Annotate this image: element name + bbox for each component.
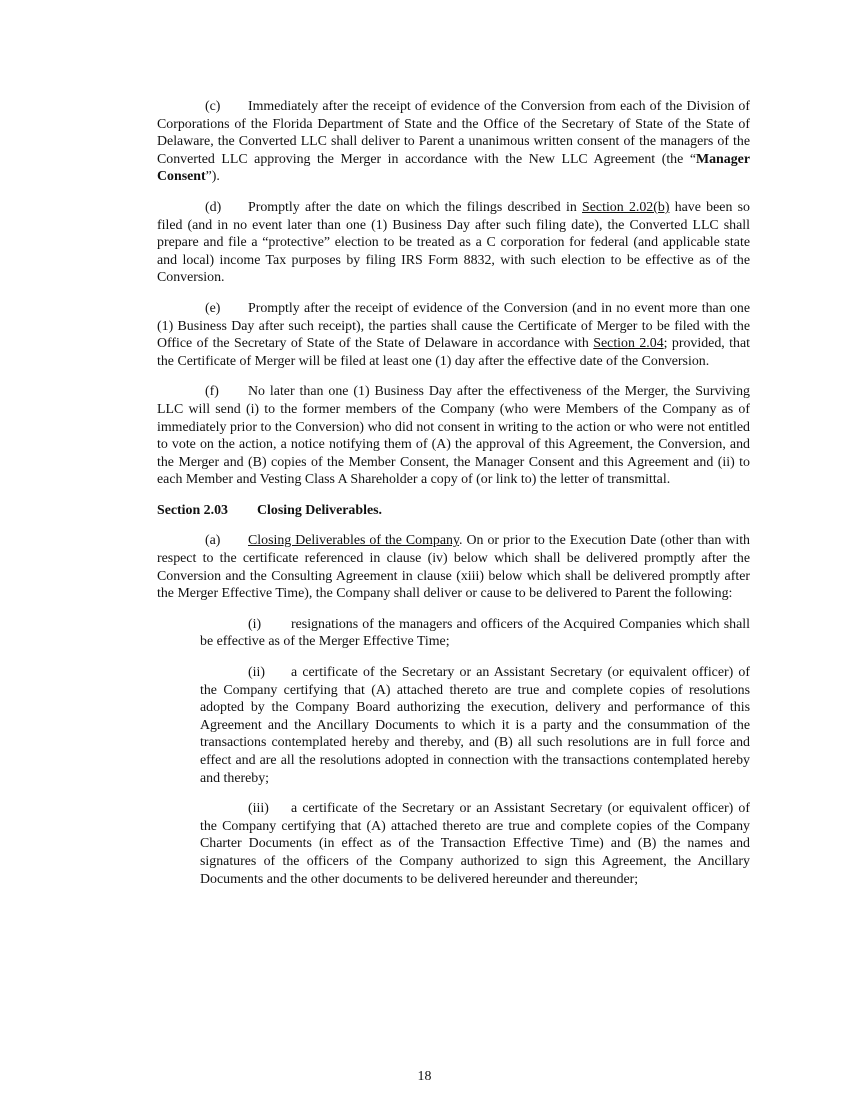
- paragraph-e: [157, 300, 750, 370]
- paragraph-text: Immediately after the receipt of evidence of the Conversion from each of the Division of Corporations of the Florida Department of State and the Office of the Secretary of State of the State of Delaware, the Converted LLC shall deliver to Parent a unanimous written consent of the managers of the Converted LLC approving the Merger in accordance with the New LLC Agreement (the “: [157, 99, 750, 167]
- defined-term-manager-consent: Manager Consent: [157, 151, 750, 185]
- section-reference-link[interactable]: Section 2.04: [593, 336, 664, 352]
- item-text: a certificate of the Secretary or an Assistant Secretary (or equivalent officer) of the Company certifying that (A) attached thereto are true and complete copies of the Company Charter Documents (in effect as of the Transaction Effective Time) and (B) the names and signatures of the officers of the Company authorized to sign this Agreement, the Ancillary Documents and the other documents to be delivered hereunder and thereunder;: [200, 801, 750, 887]
- page-number: 18: [417, 1069, 432, 1084]
- paragraph-text: ”).: [205, 169, 220, 185]
- paragraph-f: [157, 383, 750, 489]
- section-heading: [157, 502, 750, 520]
- paragraph-text: have been so filed (and in no event later than one (1) Business Day after such filing date), the Converted LLC shall prepare and file a “protective” election to be treated as a C corporation for federal (and applicable state and local) income Tax purposes by filing IRS Form 8832, with such election to be effective as of the Conversion.: [157, 199, 750, 286]
- paragraph-text: Promptly after the date on which the filings described in: [248, 199, 583, 215]
- list-item-iii: [200, 800, 750, 888]
- paragraph-label: (c): [205, 99, 221, 114]
- subsection-title: Closing Deliverables of the Company: [248, 533, 460, 549]
- item-text: a certificate of the Secretary or an Assistant Secretary (or equivalent officer) of the Company certifying that (A) attached thereto are true and complete copies of resolutions adopted by the Company Board authorizing the execution, delivery and performance of this Agreement and the Ancillary Documents to which it is a party and the consummation of the transactions contemplated hereby and thereby, and (B) all such resolutions are in full force and effect and are all the resolutions adopted in connection with the transactions contemplated hereby and thereby;: [200, 665, 750, 786]
- item-label: (i): [248, 616, 262, 632]
- paragraph-text: . On or prior to the Execution Date (other than with respect to the certificate referenced in clause (iv) below which shall be delivered promptly after the Conversion and the Consulting Agreement in clause (xiii) below which shall be delivered promptly after the Merger Effective Time), the Company shall deliver or cause to be delivered to Parent the following:: [157, 533, 751, 602]
- list-item-ii: [200, 664, 750, 787]
- item-text: resignations of the managers and officers of the Acquired Companies which shall be effective as of the Merger Effective Time;: [200, 616, 750, 650]
- paragraph-c: [157, 98, 750, 186]
- list-item-i: [200, 616, 750, 651]
- section-title: Closing Deliverables.: [257, 502, 383, 518]
- paragraph-text: Promptly after the receipt of evidence of the Conversion (and in no event more than one (1) Business Day after such receipt), the parties shall cause the Certificate of Merger to be filed with the Office of the Secretary of State of the State of Delaware in accordance with: [157, 300, 750, 352]
- paragraph-d: [157, 199, 750, 287]
- section-number: Section 2.03: [157, 502, 228, 518]
- paragraph-label: (e): [205, 300, 221, 316]
- paragraph-label: (d): [205, 199, 222, 215]
- paragraph-a: [157, 532, 750, 602]
- paragraph-label: (a): [205, 533, 221, 549]
- paragraph-text: No later than one (1) Business Day after the effectiveness of the Merger, the Surviving LLC will send (i) to the former members of the Company (who were Members of the Company as of immediately prior to the Conversion) who did not consent in writing to the action or who were not entitled to vote on the action, a notice notifying them of (A) the approval of this Agreement, the Conversion, and the Merger and (B) copies of the Member Consent, the Manager Consent and this Agreement and (ii) to each Member and Vesting Class A Shareholder a copy of (or link to) the letter of transmittal.: [157, 384, 750, 488]
- item-label: (iii): [248, 801, 269, 817]
- paragraph-text: ; provided, that the Certificate of Merger will be filed at least one (1) day after the effective date of the Conversion.: [157, 336, 751, 369]
- section-reference-link[interactable]: Section 2.02(b): [582, 199, 670, 215]
- item-label: (ii): [248, 665, 265, 681]
- page-body: [157, 98, 750, 901]
- paragraph-label: (f): [205, 384, 219, 400]
